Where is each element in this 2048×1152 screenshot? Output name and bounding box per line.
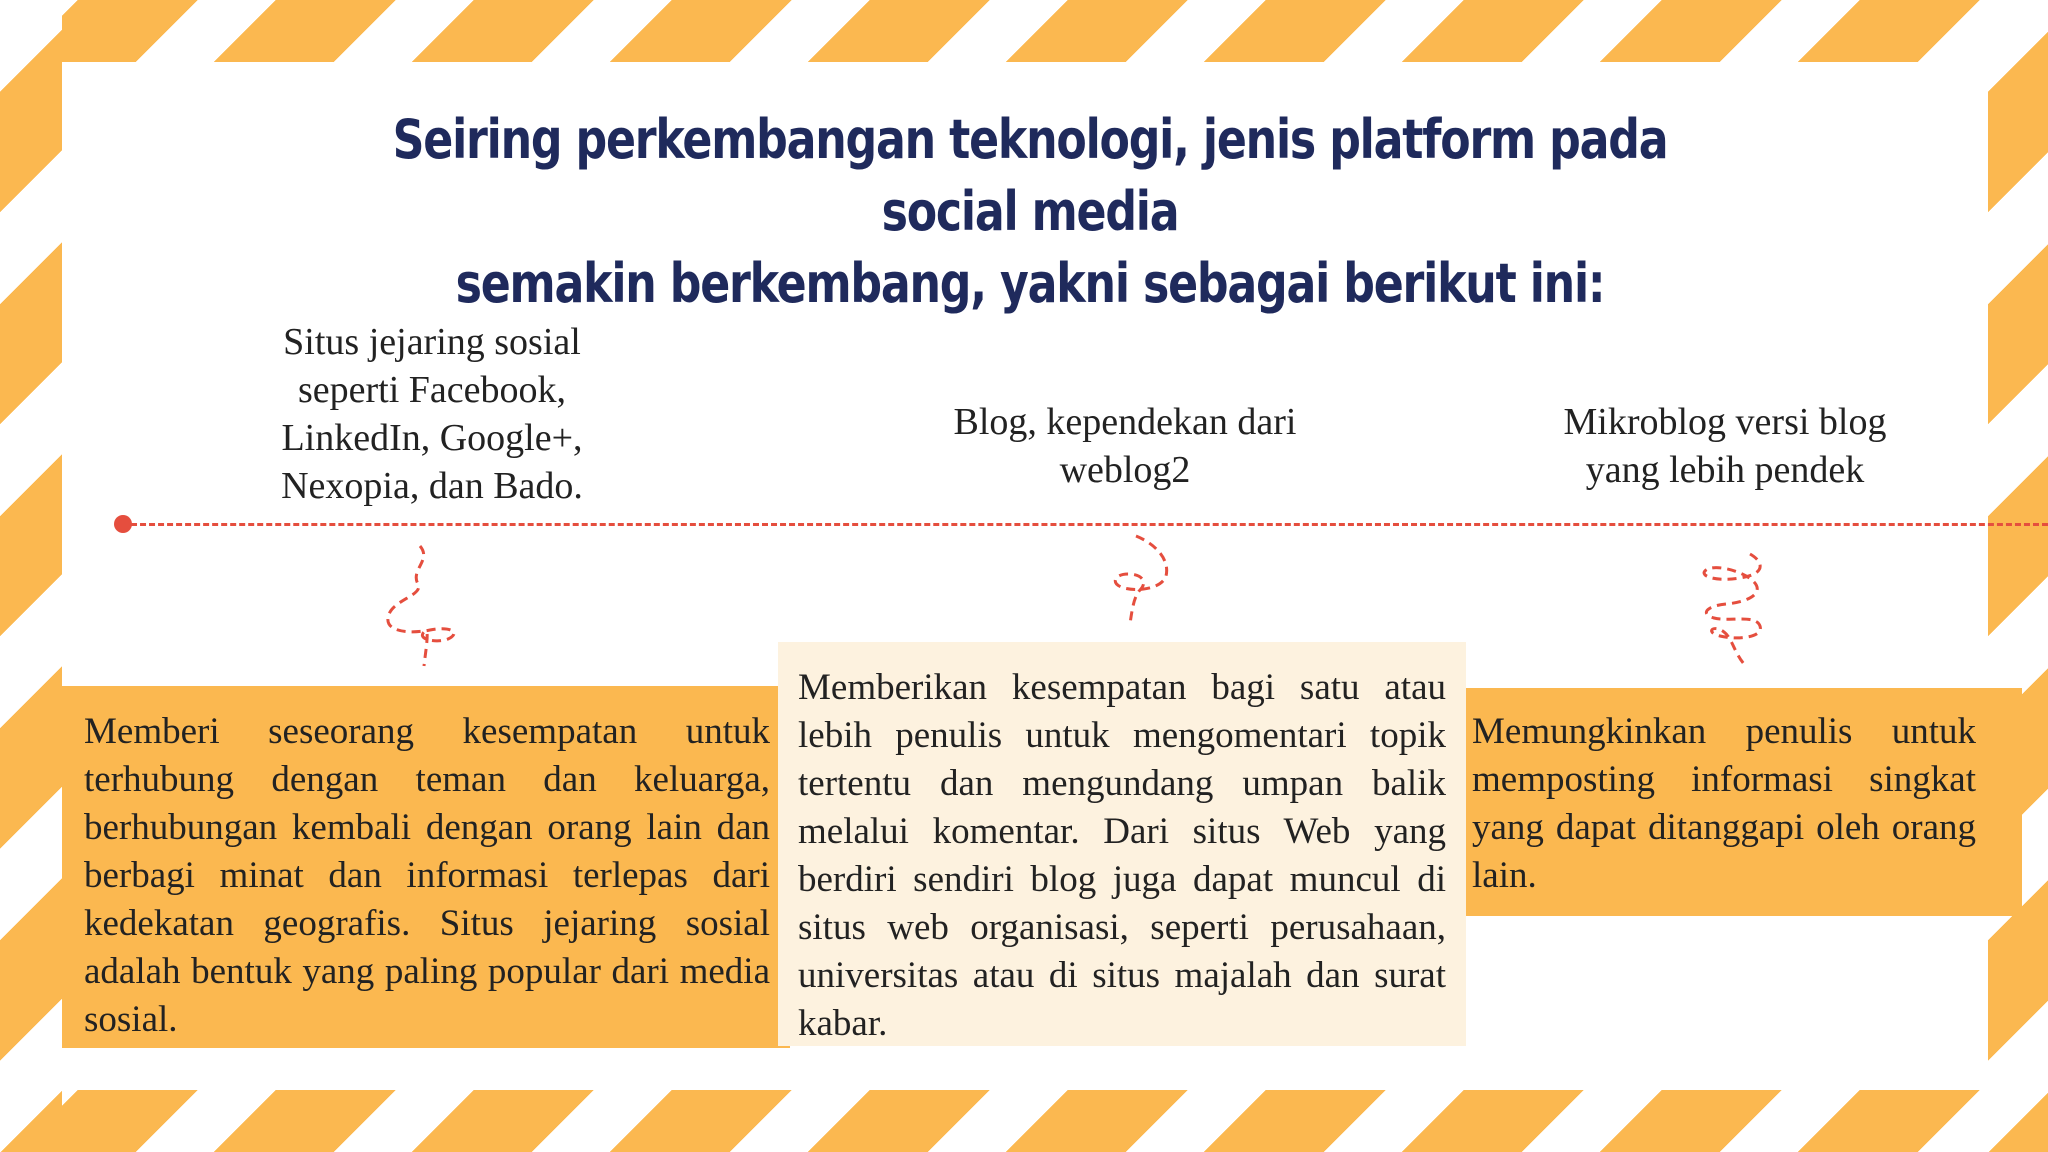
slide-title-line-1: Seiring perkembangan teknologi, jenis platform pada social media <box>392 108 1668 243</box>
description-blog: Memberikan kesempatan bagi satu atau lebih penulis untuk mengomentari topik tertentu dan mengundang umpan balik melalui komentar. Dari situs Web yang berdiri sendiri blog juga dapat muncul di situs web organisasi, seperti perusahaan, universitas atau di situs majalah dan surat kabar. <box>798 667 1446 1044</box>
label-microblog: Mikroblog versi blog yang lebih pendek <box>1563 401 1887 491</box>
description-box-microblog <box>1466 688 2022 916</box>
striped-border-top <box>0 0 2048 62</box>
striped-border-right <box>1988 0 2048 1152</box>
squiggle-connector-2-icon <box>1100 530 1180 630</box>
description-social-networking: Memberi seseorang kesempatan untuk terhubung dengan teman dan keluarga, berhubungan kembali dengan orang lain dan berbagi minat dan informasi terlepas dari kedekatan geografis. Situs jejaring sosial adalah bentuk yang paling popular dari media sosial. <box>84 711 770 1040</box>
slide-title-line-2: semakin berkembang, yakni sebagai berikut ini: <box>455 252 1605 315</box>
timeline-dashed-line <box>122 523 2048 526</box>
description-box-blog <box>778 642 1466 1046</box>
description-box-social-networking <box>62 686 790 1048</box>
label-social-networking: Situs jejaring sosial seperti Facebook, LinkedIn, Google+, Nexopia, dan Bado. <box>281 321 583 507</box>
squiggle-connector-1-icon <box>380 540 470 670</box>
description-microblog: Memungkinkan penulis untuk memposting informasi singkat yang dapat ditanggapi oleh orang lain. <box>1472 711 1976 896</box>
squiggle-connector-3-icon <box>1680 548 1780 668</box>
timeline-start-dot <box>114 515 132 533</box>
slide-title <box>200 104 1860 320</box>
striped-border-left <box>0 0 62 1152</box>
striped-border-bottom <box>0 1090 2048 1152</box>
label-blog: Blog, kependekan dari weblog2 <box>953 401 1297 491</box>
